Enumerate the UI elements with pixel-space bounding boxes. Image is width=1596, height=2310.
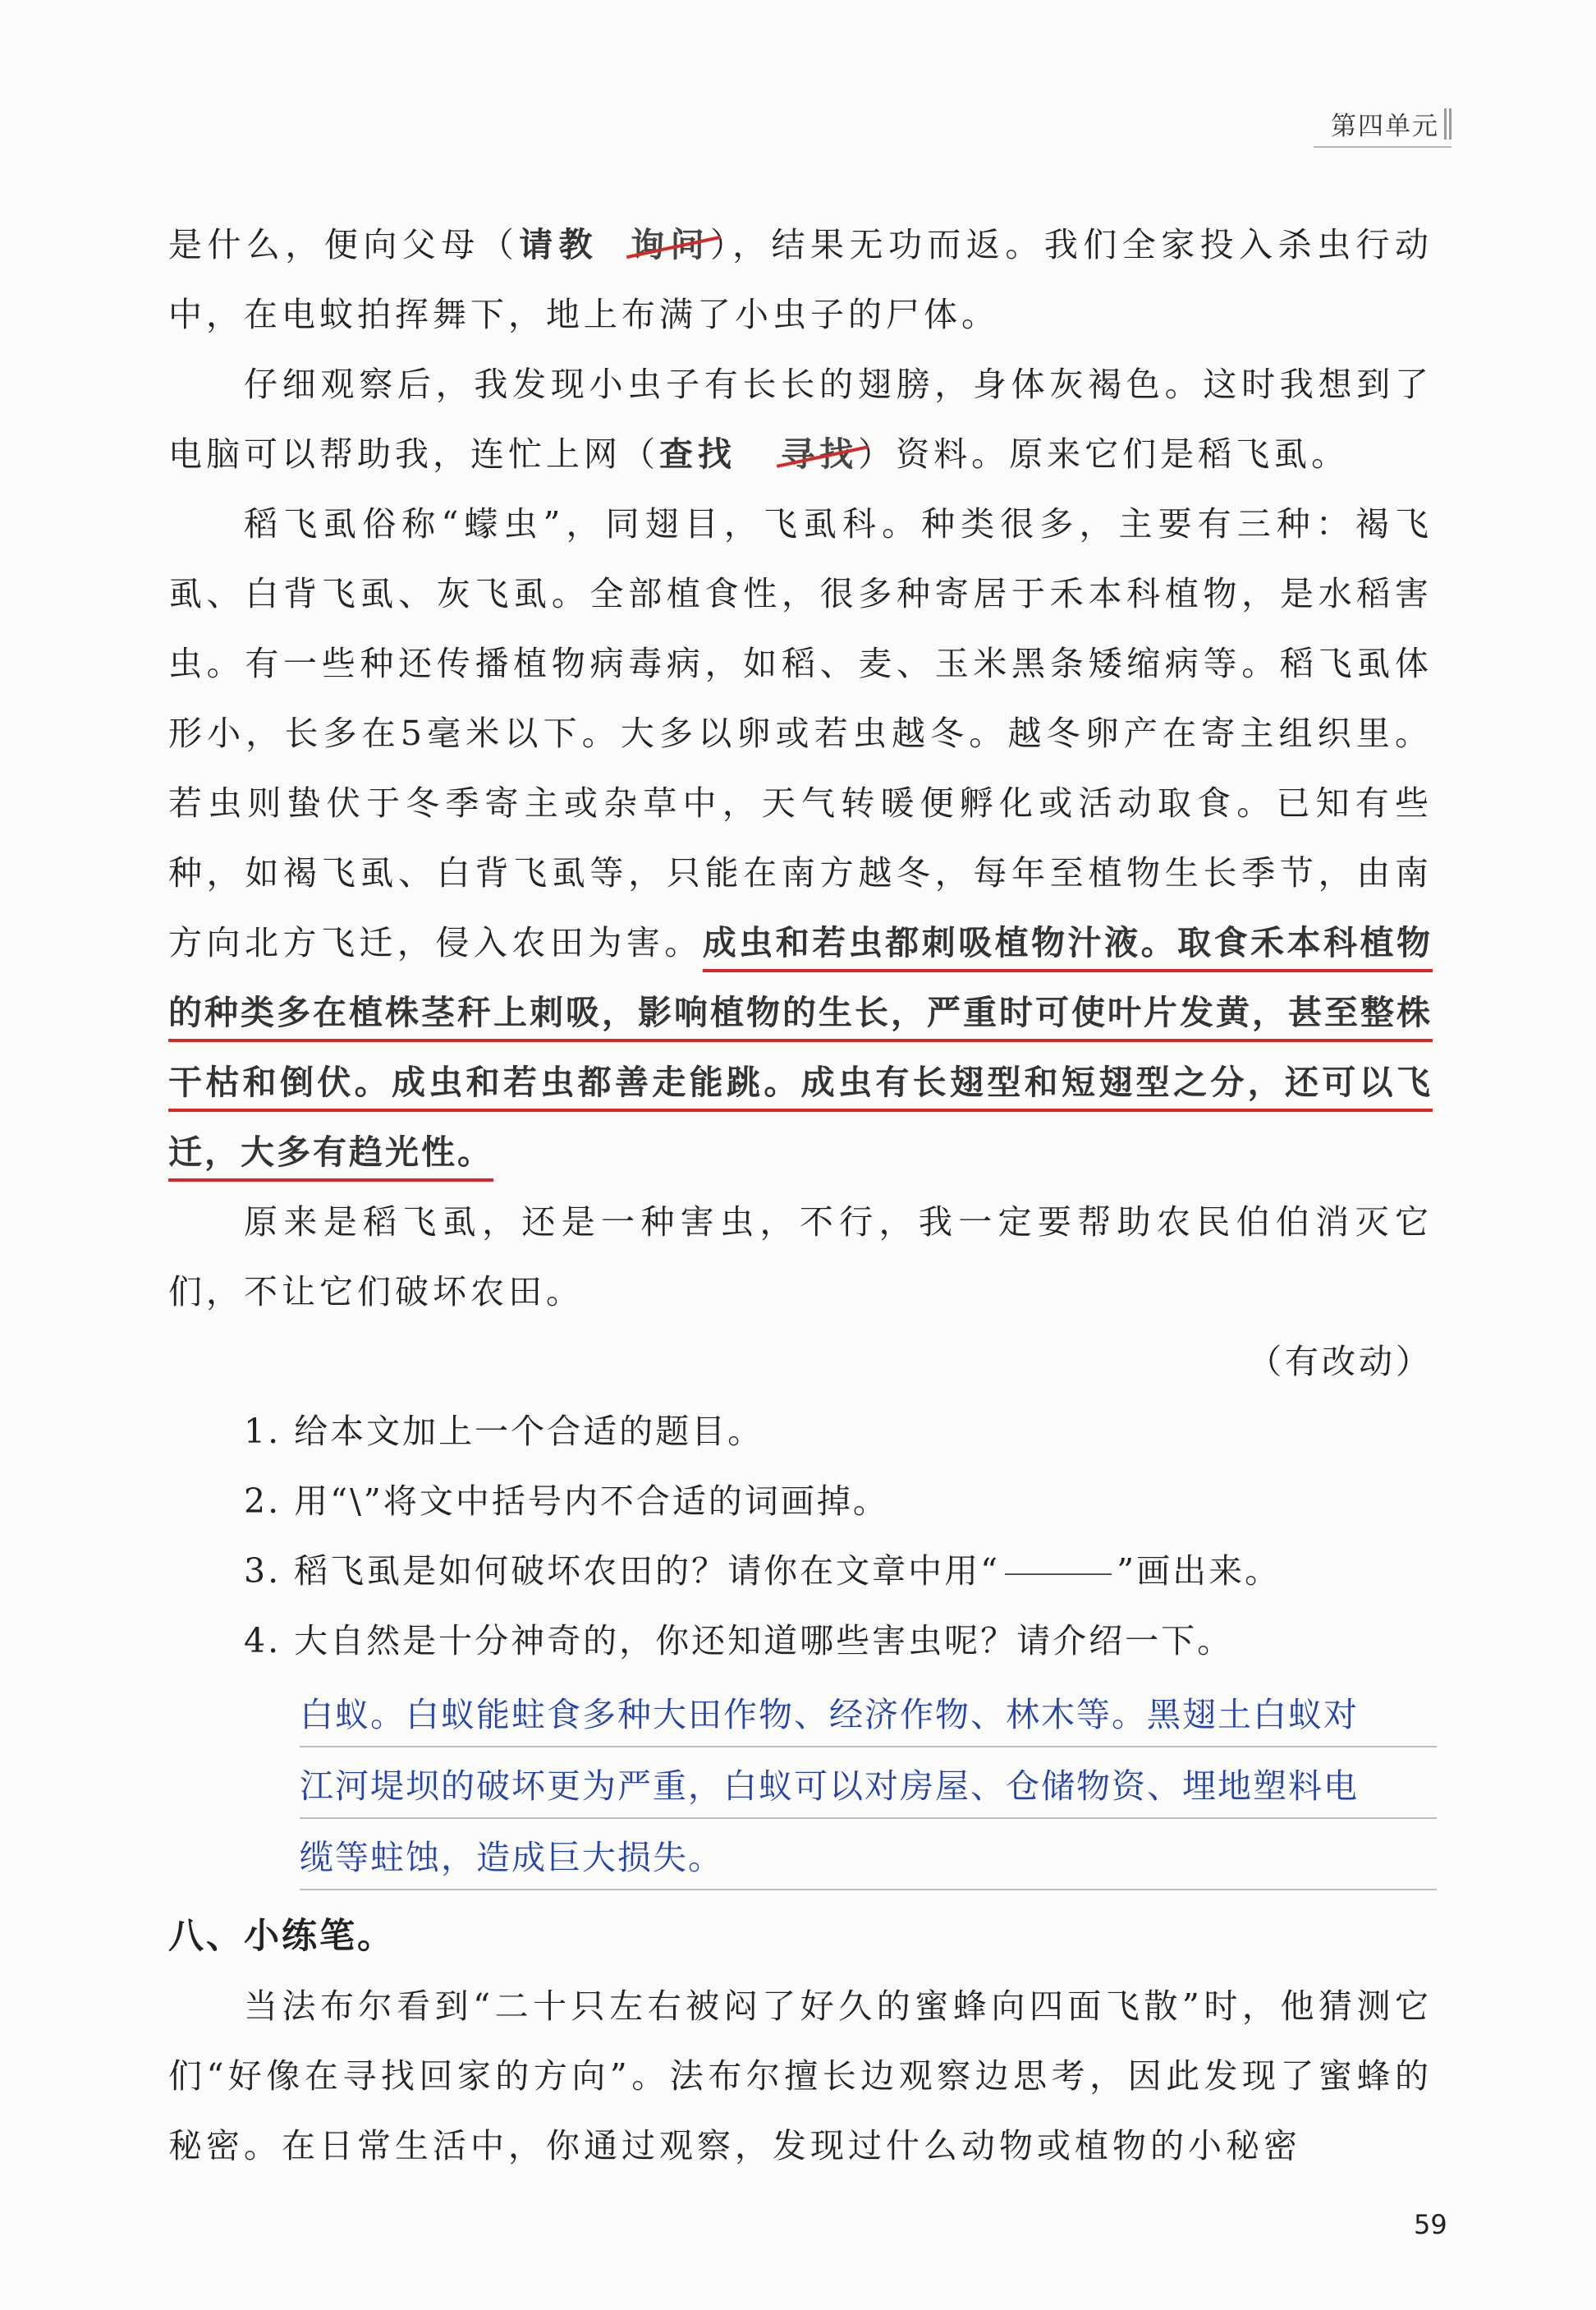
page-body: [168, 210, 1433, 2181]
p2-after: ）资料。原来它们是稻飞虱。: [858, 434, 1350, 474]
p3-plain: 稻飞虱俗称“蠓虫”，同翅目，飞虱科。种类很多，主要有三种：褐飞虱、白背飞虱、灰飞虱。全部植食性，很多种寄居于禾本科植物，是水稻害虫。有一些种还传播植物病毒病，如稻、麦、玉米黑条矮缩病等。稻飞虱体形小，长多在5毫米以下。大多以卵或若虫越冬。越冬卵产在寄主组织里。若虫则蛰伏于冬季寄主或杂草中，天气转暖便孵化或活动取食。已知有些种，如褐飞虱、白背飞虱等，只能在南方越冬，每年至植物生长季节，由南方向北方飞迁，侵入农田为害。: [168, 504, 1433, 962]
page-number: 59: [1414, 2209, 1447, 2240]
header-bars-icon: [1444, 108, 1452, 140]
article-paragraph-2: [168, 350, 1433, 489]
choice-xunzhao-crossed: 寻找: [781, 434, 859, 474]
article-paragraph-1: [168, 210, 1433, 350]
question-4: 4. 大自然是十分神奇的，你还知道哪些害虫呢？请介绍一下。: [244, 1621, 1234, 1660]
question-3: [168, 1536, 1433, 1606]
question-list: [168, 1397, 1433, 1890]
header-rule: [1314, 146, 1452, 148]
answer-line: 白蚁。白蚁能蛀食多种大田作物、经济作物、林木等。黑翅土白蚁对: [300, 1676, 1437, 1747]
unit-header: [1331, 105, 1452, 142]
choice-chazhao: 查找: [659, 434, 736, 474]
article-paragraph-3: [168, 489, 1433, 1187]
answer-line: 缆等蛀蚀，造成巨大损失。: [300, 1819, 1437, 1890]
p1-after: ），结果无功而返。我们全家投入杀虫行动中，在电蚊拍挥舞下，地上布满了小虫子的尸体。: [168, 225, 1433, 334]
question-1: 1. 给本文加上一个合适的题目。: [244, 1412, 764, 1451]
choice-qingjiao: 请教: [519, 225, 599, 264]
unit-label: 第四单元: [1331, 112, 1439, 141]
source-note: （有改动）: [1248, 1342, 1433, 1381]
answer-line: 江河堤坝的破坏更为严重，白蚁可以对房屋、仓储物资、埋地塑料电: [300, 1747, 1437, 1819]
p2-before: 仔细观察后，我发现小虫子有长长的翅膀，身体灰褐色。这时我想到了电脑可以帮助我，连忙上网（: [168, 365, 1433, 474]
p1-before: 是什么，便向父母（: [168, 225, 520, 264]
question-2: 2. 用“\”将文中括号内不合适的词画掉。: [244, 1481, 889, 1521]
article-paragraph-4: 原来是稻飞虱，还是一种害虫，不行，我一定要帮助农民伯伯消灭它们，不让它们破坏农田。: [168, 1202, 1433, 1311]
p3-underlined-answer: 成虫和若虫都刺吸植物汁液。取食禾本科植物的种类多在植株茎秆上刺吸，影响植物的生长，严重时可使叶片发黄，甚至整株干枯和倒伏。成虫和若虫都善走能跳。成虫有长翅型和短翅型之分，还可以飞迁，大多有趋光性。: [168, 923, 1433, 1172]
section-8-title: 八、小练笔。: [168, 1916, 395, 1957]
question-3-before: 3. 稻飞虱是如何破坏农田的？请你在文章中用“: [244, 1551, 1001, 1591]
question-4-answer: [300, 1676, 1437, 1890]
underline-symbol: [1005, 1573, 1112, 1575]
choice-xunwen-crossed: 询问: [631, 225, 711, 264]
section-8-text: 当法布尔看到“二十只左右被闷了好久的蜜蜂向四面飞散”时，他猜测它们“好像在寻找回家的方向”。法布尔擅长边观察边思考，因此发现了蜜蜂的秘密。在日常生活中，你通过观察，发现过什么动物或植物的小秘密: [168, 1986, 1433, 2165]
question-3-after: ”画出来。: [1117, 1551, 1282, 1591]
